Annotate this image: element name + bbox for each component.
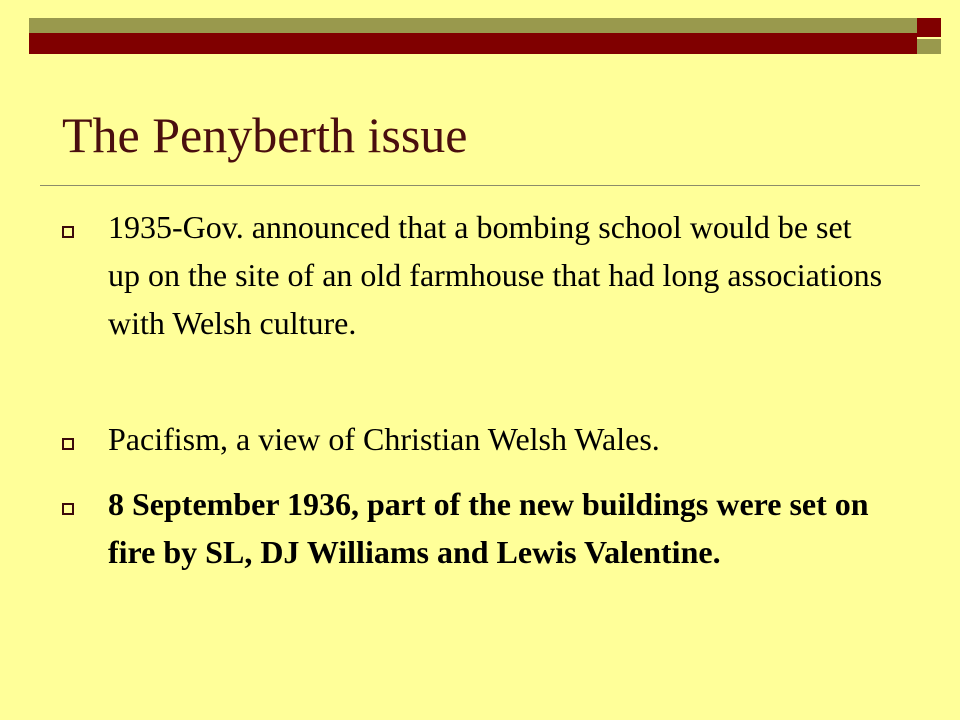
hollow-square-icon — [62, 503, 74, 515]
slide-title: The Penyberth issue — [62, 107, 468, 163]
bullet-text: Pacifism, a view of Christian Welsh Wales. — [108, 421, 660, 457]
bullet-text: 8 September 1936, part of the new buildings were set on fire by SL, DJ Williams and Lewis Valentine. — [108, 486, 869, 570]
bullet-text: 1935-Gov. announced that a bombing school would be set up on the site of an old farmhouse that had long associations with Welsh culture. — [108, 209, 883, 341]
hollow-square-icon — [62, 438, 74, 450]
hollow-square-icon — [62, 226, 74, 238]
